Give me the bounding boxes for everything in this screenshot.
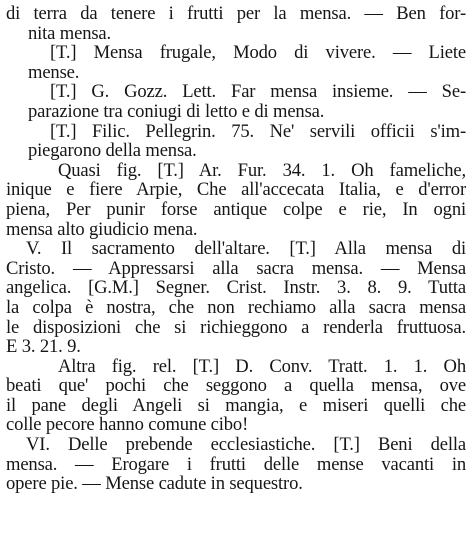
line-text: VI. Delle prebende ecclesiastiche. [T.] Beni della (26, 435, 466, 455)
line-text: opere pie. — Mense cadute in sequestro. (6, 474, 303, 494)
text-line (6, 141, 466, 161)
line-text: piena, Per punir forse antique colpe e rie, In ogni (6, 199, 466, 220)
line-text: Cristo. — Appressarsi alla sacra mensa. — Mensa (6, 258, 466, 279)
line-text: il pane degli Angeli si mangia, e miseri quelli che (6, 395, 466, 416)
line-text: di terra da tenere i frutti per la mensa. — Ben for- (6, 4, 466, 24)
line-text: inique e fiere Arpie, Che all'accecata Italia, e d'error (6, 180, 466, 200)
text-line (6, 4, 466, 24)
text-line (6, 43, 466, 63)
text-line (6, 474, 466, 494)
text-line (6, 278, 466, 298)
text-line (6, 415, 466, 435)
line-text: le disposizioni che si richieggono a renderla fruttuosa. (6, 317, 466, 338)
line-text: Quasi fig. [T.] Ar. Fur. 34. 1. Oh fameliche, (58, 160, 466, 181)
text-line (6, 180, 466, 200)
line-text: parazione tra coniugi di letto e di mensa. (28, 101, 325, 122)
line-text: mense. (28, 62, 80, 83)
line-text: E 3. 21. 9. (6, 337, 81, 357)
line-text: la colpa è nostra, che non rechiamo alla sacra mensa (6, 297, 466, 318)
text-line (6, 200, 466, 220)
line-text: nita mensa. (28, 23, 112, 44)
line-text: Altra fig. rel. [T.] D. Conv. Tratt. 1. 1. Oh (58, 356, 466, 377)
text-line (6, 239, 466, 259)
entry-text-block (6, 4, 466, 494)
line-text: mensa. — Erogare i frutti delle mense vacanti in (6, 454, 466, 475)
text-line (6, 455, 466, 475)
text-line (6, 357, 466, 377)
text-line (6, 337, 466, 357)
text-line (6, 122, 466, 142)
text-line (6, 161, 466, 181)
text-line (6, 63, 466, 83)
text-line (6, 82, 466, 102)
text-line (6, 435, 466, 455)
line-text: mensa alto giudicio mena. (6, 219, 198, 240)
text-line (6, 259, 466, 279)
line-text: colle pecore hanno comune cibo! (6, 415, 249, 436)
text-line (6, 220, 466, 240)
line-text: [T.] Mensa frugale, Modo di vivere. — Liete (50, 43, 466, 63)
line-text: angelica. [G.M.] Segner. Crist. Instr. 3. 8. 9. Tutta (6, 278, 466, 298)
text-line (6, 298, 466, 318)
text-line (6, 318, 466, 338)
text-line (6, 376, 466, 396)
line-text: V. Il sacramento dell'altare. [T.] Alla mensa di (26, 239, 466, 259)
line-text: piegarono della mensa. (28, 141, 197, 161)
line-text: [T.] G. Gozz. Lett. Far mensa insieme. — Se- (50, 82, 466, 102)
line-text: beati que' pochi che seggono a quella mensa, ove (6, 376, 466, 396)
text-line (6, 24, 466, 44)
text-line (6, 396, 466, 416)
line-text: [T.] Filic. Pellegrin. 75. Ne' servili officii s'im- (50, 121, 466, 142)
text-line (6, 102, 466, 122)
